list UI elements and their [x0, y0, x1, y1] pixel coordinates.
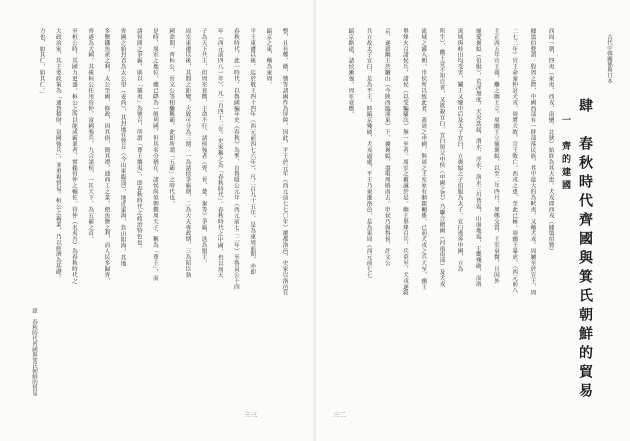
left-text-column: 諸侯間之爭霸，則以「攘夷」為號召，所謂「尊王攘夷」，即春秋時代之政治特色也。 [135, 28, 142, 252]
left-page-number: 三三 [244, 412, 259, 419]
right-text-column: 流域之鄙入朝。申侯所以致此者，蓋周之申國，與周之王室原有姻親關係。已而犬戎之兵大至，幽王 [420, 28, 427, 290]
left-text-column: 齊遂為大國。其後桓公任用管仲，富國強兵，九合諸侯，一匡天下，為五霸之首。 [87, 28, 94, 243]
left-text-column: 齊國之始封君為太公望（姜尚），其封地在營丘（今山東臨淄），地近東海，負山阻海，其地 [119, 28, 126, 267]
left-text-column: 力也，如其仁，如其仁。」 [38, 28, 45, 97]
left-text-column: 春秋時代，此一時代，以魯國編年史《春秋》為準，自魯隱公元年（西元前七二二年）至魯哀公十四 [232, 28, 239, 290]
right-text-column: 京，遂殺幽王於驪山（今陝西臨潼東）下，擄褒姒，盡取周賂而去。申侯乃與魯侯、許文公 [383, 28, 390, 266]
right-text-column: 據翦伯贊謂：殷周之際，中國西部有一群部落民族，其中最大的為畎夷，又稱犬戎。周屬至於宣王，周 [529, 28, 536, 296]
right-text-column: 二七二年）宣王命秦仲討犬戎，周將大敗，宣王敗亡。西戎之患，至此已極。周幽王暴虐，（西元前八 [511, 28, 518, 293]
right-running-head: 古代中韓關係與日本 [606, 34, 612, 84]
right-text-column: 西周一朝，四夷（東夷、西戎、南蠻、北狄）始終為其大患。犬戎即西戎（據翦伯贊） [547, 28, 554, 255]
left-text-column: 整，且有鄭、衛、號等諸國作為屏障，因此，平王於元年（西元前七七〇年）遷都洛邑，史家以洛邑在 [281, 28, 288, 296]
right-text-column: 所生），幽王竟不知自省，又欲殺宜臼。宜臼舅父申侯（申國之君）乃聯合繒國（河南南部）及犬戎 [438, 28, 445, 287]
left-text-column: 多鹽鐵魚產之利，太公至國，修政，因其俗，簡其禮，通商工之業，便魚鹽之利，而人民多歸齊， [103, 28, 110, 284]
left-text-column: 是時，周室之地位，雖已降為一般列國，但其名分猶在，諸侯尚須朝覲周天子，稱為「尊王」，而 [151, 28, 158, 282]
left-text-column: 子為天下共主，但周室衰微，王命不行，諸侯強者（齊、晉、楚、秦等）爭霸，迭為盟主。 [200, 28, 207, 266]
right-text-column: 舉烽火召諸侯兵，諸侯（以受騙屢次）無一至者。周室之覆滅於是。幽王舉烽召兵，兵莫至，犬戎遂殺 [401, 28, 408, 296]
left-text-column: 鎬京之東，稱為東周。 [265, 28, 272, 88]
right-page-number: 三二 [333, 412, 348, 419]
right-text-column: 共立故太子宜臼，是為平王。時鎬京殘破，犬戎逼處，平王乃東遷洛邑，是為東周（西元前七七 [365, 28, 372, 278]
right-text-column: 流域與岐山均受害，鬮王又廢申后及太子宜臼，立褒姒之子伯服為太子。宜臼逃奔申國，立為 [456, 28, 463, 272]
chapter-title: 肆 春秋時代齊國與箕氏朝鮮的貿易 [577, 98, 593, 402]
right-text-column: 主正西五年宣王薨，繼之幽王立。周幽王立寵褒姒，以至二年四月，周鄭交質，王室衰微，且因外 [492, 28, 499, 284]
section-title: 一 齊的建國 [560, 115, 570, 193]
left-text-column: 平王東遷以後，迄於敬王四十四年（西元前四七六年），凡二百九十五年，是為東周前期，亦即 [249, 28, 256, 276]
right-text-column: 寵愛褒姒（伯服），荒淫無度，天災迭起，渭水、涇水、洛水三川皆震，山崩地震，王畿殘破，而洛 [474, 28, 481, 287]
left-text-column: 周室東遷以後，其間之鉅變，大致可分為三期：一為諸侯爭霸期，二為大夫專政期，三為陪臣執 [184, 28, 191, 278]
left-text-column: 至桓公時，其國力更盛。桓公之所以能成霸業者，實賴管仲之輔佐。管仲（名夷吾）為春秋時代之 [70, 28, 77, 284]
right-page [315, 0, 630, 441]
left-running-head: 肆 春秋時代齊國與箕氏朝鮮的貿易 [31, 308, 37, 396]
right-text-column: 鎬京路遠，諸侯漸強，周室衰微。 [347, 28, 354, 118]
left-text-column: 年（西元前四八一年），凡二百四十二年，史家稱之為「春秋時代」。春秋時代之中國，仍以周天 [216, 28, 223, 279]
left-text-column: 國命期。齊桓公、晉文公等相繼稱霸，此即所謂「五霸」之時代也。 [168, 28, 175, 207]
left-text-column: 大政治家，其主要政策為「通貨積財，富國強兵」，並重視貿易。桓公之霸業，乃以經濟為基礎。 [54, 28, 61, 282]
